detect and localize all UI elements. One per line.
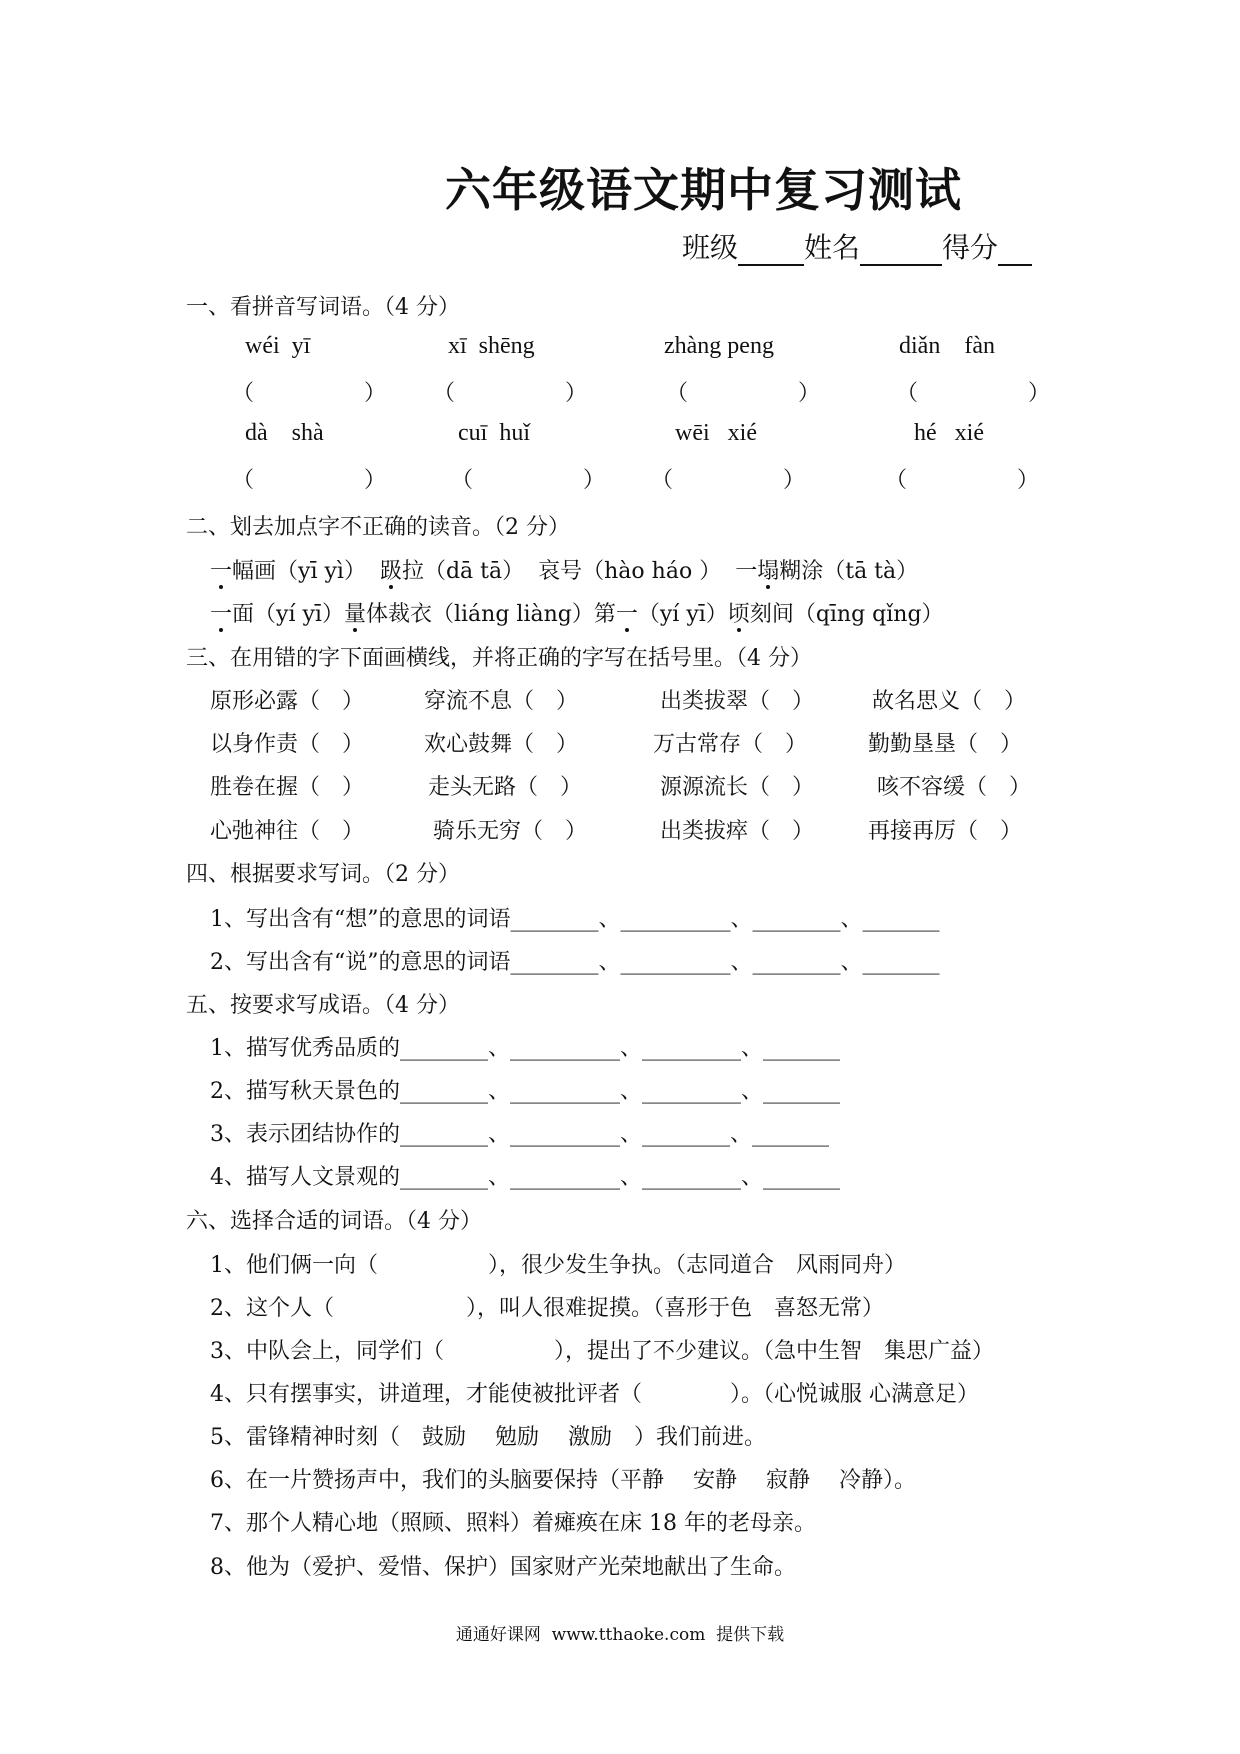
- section-1-heading: 一、看拼音写词语。（4 分）: [186, 295, 460, 320]
- pinyin-item: zhàng peng: [664, 333, 774, 359]
- answer-bracket[interactable]: （ ）: [451, 468, 606, 493]
- answer-bracket[interactable]: （ ）: [232, 468, 387, 493]
- idiom-item: 咳不容缓（ ）: [877, 775, 1032, 800]
- choice-item: 4、只有摆事实，讲道理，才能使被批评者（ ）。（心悦诚服 心满意足）: [210, 1382, 979, 1407]
- idiom-writing-item: 4、描写人文景观的________、__________、_________、_______: [210, 1165, 840, 1190]
- class-label: 班级: [682, 231, 739, 264]
- pinyin-item: diǎn fàn: [899, 333, 995, 359]
- name-blank[interactable]: [860, 238, 942, 266]
- word-writing-item: 1、写出含有“想”的意思的词语________、__________、________、_______: [210, 907, 940, 932]
- idiom-item: 故名思义（ ）: [872, 689, 1027, 714]
- score-blank[interactable]: [998, 238, 1032, 266]
- choice-item: 3、中队会上，同学们（ ），提出了不少建议。（急中生智 集思广益）: [210, 1339, 994, 1364]
- idiom-writing-item: 2、描写秋天景色的________、__________、_________、_______: [210, 1079, 840, 1104]
- answer-bracket[interactable]: （ ）: [666, 381, 821, 406]
- pinyin-item: cuī huǐ: [458, 420, 530, 446]
- section-2-heading: 二、划去加点字不正确的读音。（2 分）: [186, 515, 570, 540]
- idiom-item: 出类拔翠（ ）: [660, 689, 815, 714]
- name-label: 姓名: [804, 231, 861, 264]
- pronunciation-line-1: 一幅画（yī yì） 趿拉（dā tā） 哀号（hào háo ） 一塌糊涂（tā tà）: [210, 559, 919, 584]
- pinyin-item: dà shà: [245, 420, 324, 446]
- idiom-item: 穿流不息（ ）: [424, 689, 579, 714]
- idiom-item: 原形必露（ ）: [210, 689, 365, 714]
- idiom-item: 出类拔瘁（ ）: [660, 819, 815, 844]
- idiom-item: 源源流长（ ）: [660, 775, 815, 800]
- choice-item: 7、那个人精心地（照顾、照料）着瘫痪在床 18 年的老母亲。: [210, 1511, 816, 1536]
- section-3-heading: 三、在用错的字下面画横线，并将正确的字写在括号里。（4 分）: [186, 646, 812, 671]
- class-blank[interactable]: [738, 238, 804, 266]
- answer-bracket[interactable]: （ ）: [232, 381, 387, 406]
- pinyin-item: xī shēng: [448, 333, 535, 359]
- footer-source: 通通好课网 www.tthaoke.com 提供下载: [455, 1625, 785, 1645]
- idiom-item: 以身作责（ ）: [210, 732, 365, 757]
- word-writing-item: 2、写出含有“说”的意思的词语________、__________、________、_______: [210, 950, 940, 975]
- answer-bracket[interactable]: （ ）: [433, 381, 588, 406]
- choice-item: 1、他们俩一向（ ），很少发生争执。（志同道合 风雨同舟）: [210, 1253, 906, 1278]
- choice-item: 2、这个人（ ），叫人很难捉摸。（喜形于色 喜怒无常）: [210, 1296, 884, 1321]
- idiom-writing-item: 1、描写优秀品质的________、__________、_________、_______: [210, 1036, 840, 1061]
- section-4-heading: 四、根据要求写词。（2 分）: [186, 862, 460, 887]
- score-label: 得分: [942, 231, 999, 264]
- choice-item: 6、在一片赞扬声中，我们的头脑要保持（平静 安静 寂静 冷静）。: [210, 1468, 916, 1493]
- section-5-heading: 五、按要求写成语。（4 分）: [186, 993, 460, 1018]
- idiom-item: 走头无路（ ）: [428, 775, 583, 800]
- choice-item: 5、雷锋精神时刻（ 鼓励 勉励 激励 ）我们前进。: [210, 1425, 766, 1450]
- idiom-item: 心弛神往（ ）: [210, 819, 365, 844]
- idiom-item: 欢心鼓舞（ ）: [424, 732, 579, 757]
- pinyin-item: wēi xié: [675, 420, 757, 446]
- idiom-item: 骑乐无穷（ ）: [433, 819, 588, 844]
- section-6-heading: 六、选择合适的词语。（4 分）: [186, 1209, 482, 1234]
- idiom-item: 再接再厉（ ）: [868, 819, 1023, 844]
- choice-item: 8、他为（爱护、爱惜、保护）国家财产光荣地献出了生命。: [210, 1555, 796, 1580]
- answer-bracket[interactable]: （ ）: [651, 468, 806, 493]
- idiom-item: 万古常存（ ）: [653, 732, 808, 757]
- idiom-item: 胜卷在握（ ）: [210, 775, 365, 800]
- student-info: [682, 226, 1032, 266]
- idiom-item: 勤勤垦垦（ ）: [868, 732, 1023, 757]
- page-title: 六年级语文期中复习测试: [445, 163, 962, 217]
- answer-bracket[interactable]: （ ）: [896, 381, 1051, 406]
- pinyin-item: hé xié: [914, 420, 984, 446]
- pinyin-item: wéi yī: [245, 333, 311, 359]
- answer-bracket[interactable]: （ ）: [885, 468, 1040, 493]
- pronunciation-line-2: 一面（yí yī）量体裁衣（liáng liàng）第一（yí yī）顷刻间（qīng qǐng）: [210, 602, 944, 627]
- idiom-writing-item: 3、表示团结协作的________、__________、________、_______: [210, 1122, 829, 1147]
